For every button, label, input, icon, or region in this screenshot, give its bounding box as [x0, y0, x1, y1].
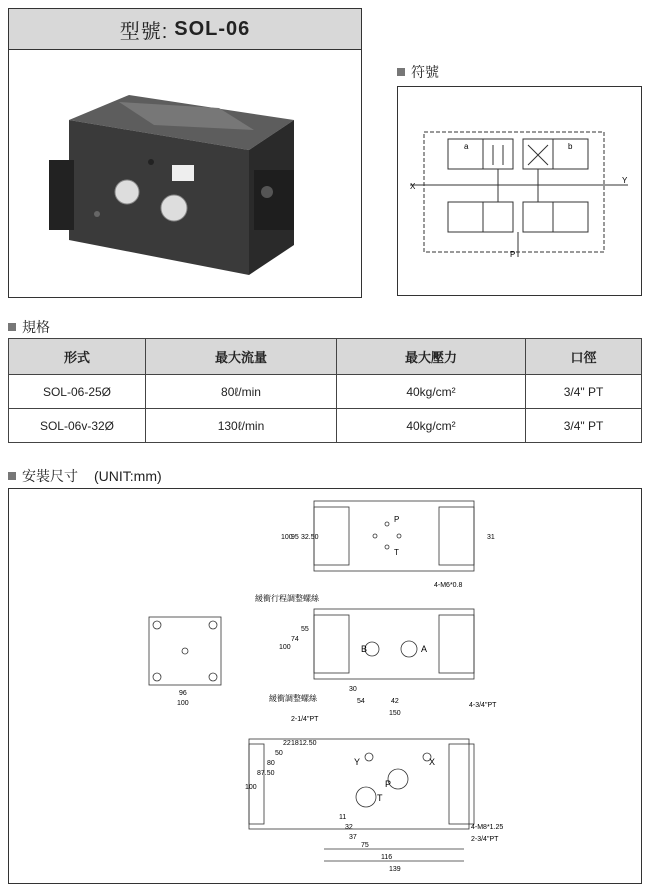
dim-top-31: 31	[487, 534, 495, 541]
dim-top-32: 32.50	[301, 534, 319, 541]
port-letter-t-bottom: T	[377, 793, 383, 803]
bullet-square-icon	[8, 472, 16, 480]
dim-mid-74: 74	[291, 636, 299, 643]
dim-bot-22: 22	[283, 740, 291, 747]
callout-adjust-screw: 緩衝調整螺絲	[269, 694, 317, 703]
spec-table	[8, 338, 642, 443]
spec-header-row	[9, 339, 642, 375]
dim-end-100: 100	[177, 700, 189, 707]
product-photo	[9, 50, 361, 298]
port-letter-x: X	[429, 757, 436, 767]
cell-flow: 130ℓ/min	[146, 409, 337, 443]
cell-pressure: 40kg/cm²	[337, 375, 526, 409]
cell-port: 3/4" PT	[526, 409, 642, 443]
port-letter-p-bottom: P	[385, 779, 392, 789]
port-letter-y: Y	[354, 757, 361, 767]
callout-stroke-screw: 緩衝行程調整螺絲	[255, 594, 319, 603]
port-b-label: b	[568, 142, 573, 151]
port-x-label: X	[410, 182, 416, 191]
symbol-heading	[397, 62, 439, 82]
col-header: 形式	[9, 339, 146, 375]
dim-end-96: 96	[179, 690, 187, 697]
callout-m8: 4-M8*1.25	[471, 824, 504, 831]
callout-pt34-bot: 2-3/4"PT	[471, 836, 499, 843]
port-y-label: Y	[622, 176, 628, 185]
col-header: 最大流量	[146, 339, 337, 375]
port-a-label: a	[464, 142, 469, 151]
dim-bot-100: 100	[245, 784, 257, 791]
dimension-unit: (UNIT:mm)	[94, 468, 162, 484]
dim-bot-12: 12.50	[299, 740, 317, 747]
dimension-title: 安裝尺寸	[22, 468, 78, 484]
port-p-label: P	[510, 250, 516, 259]
cell-model: SOL-06v-32Ø	[9, 409, 146, 443]
table-row	[9, 409, 642, 443]
dimension-heading	[8, 466, 162, 486]
callout-m6: 4-M6*0.8	[434, 582, 463, 589]
dimension-drawing	[8, 488, 642, 884]
model-panel	[8, 8, 362, 298]
dim-mid-42: 42	[391, 698, 399, 705]
cell-model: SOL-06-25Ø	[9, 375, 146, 409]
dim-mid-150: 150	[389, 710, 401, 717]
table-row	[9, 375, 642, 409]
cell-port: 3/4" PT	[526, 375, 642, 409]
col-header: 口徑	[526, 339, 642, 375]
symbol-diagram	[397, 86, 642, 296]
dim-bot-75: 75	[361, 842, 369, 849]
spec-heading	[8, 317, 50, 337]
model-title	[9, 9, 361, 50]
dim-top-95: 95	[291, 534, 299, 541]
dim-bot-50: 50	[275, 750, 283, 757]
dim-bot-87: 87.50	[257, 770, 275, 777]
bullet-square-icon	[397, 68, 405, 76]
dim-mid-30: 30	[349, 686, 357, 693]
port-letter-p: P	[394, 515, 400, 524]
symbol-title: 符號	[411, 64, 439, 80]
dim-mid-54: 54	[357, 698, 365, 705]
col-header: 最大壓力	[337, 339, 526, 375]
cell-pressure: 40kg/cm²	[337, 409, 526, 443]
dim-bot-80: 80	[267, 760, 275, 767]
dim-bot-18: 18	[291, 740, 299, 747]
callout-pt14: 2-1/4"PT	[291, 716, 319, 723]
spec-title: 規格	[22, 319, 50, 335]
port-letter-b: B	[361, 644, 368, 654]
port-letter-t: T	[394, 548, 399, 557]
cell-flow: 80ℓ/min	[146, 375, 337, 409]
port-letter-a: A	[421, 644, 428, 654]
model-code: SOL-06	[174, 17, 251, 40]
callout-pt34-top: 4-3/4"PT	[469, 702, 497, 709]
dim-mid-100: 100	[279, 644, 291, 651]
dim-mid-55: 55	[301, 626, 309, 633]
dim-top-100: 100	[281, 534, 293, 541]
dim-bot-116: 116	[381, 854, 393, 861]
dim-bot-37: 37	[349, 834, 357, 841]
bullet-square-icon	[8, 323, 16, 331]
model-label: 型號:	[119, 20, 169, 43]
dim-bot-32: 32	[345, 824, 353, 831]
dim-bot-139: 139	[389, 866, 401, 873]
dim-bot-11: 11	[339, 814, 347, 821]
